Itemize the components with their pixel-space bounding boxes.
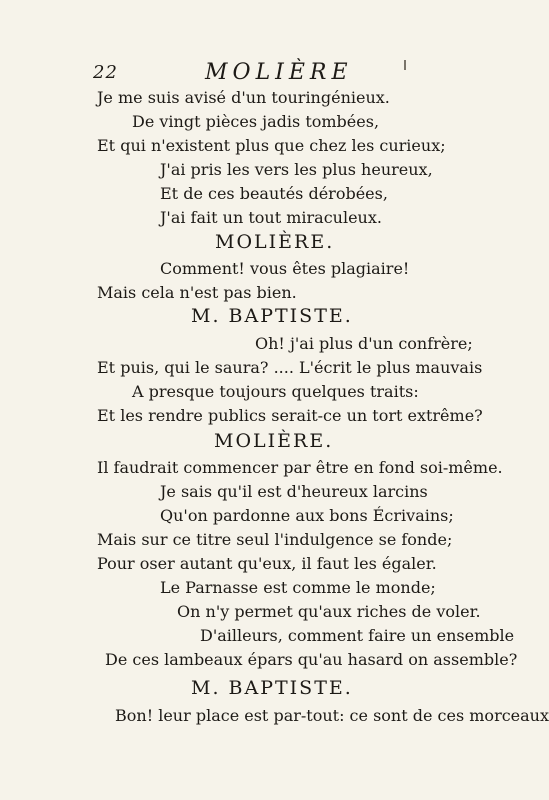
verse-line: Je sais qu'il est d'heureux larcins: [160, 482, 428, 501]
speaker-name: M. BAPTISTE.: [191, 305, 353, 327]
verse-line: On n'y permet qu'aux riches de voler.: [177, 602, 481, 621]
verse-line: J'ai pris les vers les plus heureux,: [160, 160, 433, 179]
verse-line: Il faudrait commencer par être en fond soi-même.: [97, 458, 503, 477]
speaker-name: M. BAPTISTE.: [191, 677, 353, 699]
verse-line: Le Parnasse est comme le monde;: [160, 578, 436, 597]
verse-line: Bon! leur place est par-tout: ce sont de ces morceaux: [115, 706, 549, 725]
verse-line: A presque toujours quelques traits:: [132, 382, 419, 401]
speaker-name: MOLIÈRE.: [215, 231, 335, 253]
verse-line: D'ailleurs, comment faire un ensemble: [200, 626, 515, 645]
verse-line: J'ai fait un tout miraculeux.: [160, 208, 382, 227]
verse-line: Et de ces beautés dérobées,: [160, 184, 388, 203]
verse-line: Comment! vous êtes plagiaire!: [160, 259, 410, 278]
verse-line: Oh! j'ai plus d'un confrère;: [255, 334, 473, 353]
page-number: 22: [93, 62, 118, 83]
verse-line: De ces lambeaux épars qu'au hasard on assemble?: [105, 650, 518, 669]
verse-line: Pour oser autant qu'eux, il faut les égaler.: [97, 554, 437, 573]
running-head: MOLIÈRE: [205, 60, 353, 85]
verse-line: Je me suis avisé d'un touringénieux.: [97, 88, 390, 107]
verse-line: Et puis, qui le saura? .... L'écrit le plus mauvais: [97, 358, 483, 377]
verse-line: De vingt pièces jadis tombées,: [132, 112, 380, 131]
verse-line: Mais sur ce titre seul l'indulgence se fonde;: [97, 530, 453, 549]
verse-line: Et qui n'existent plus que chez les curieux;: [97, 136, 446, 155]
verse-line: Mais cela n'est pas bien.: [97, 283, 297, 302]
page-edge-mark: [404, 60, 406, 70]
verse-line: Qu'on pardonne aux bons Écrivains;: [160, 506, 454, 525]
speaker-name: MOLIÈRE.: [214, 430, 334, 452]
verse-line: Et les rendre publics serait-ce un tort extrême?: [97, 406, 483, 425]
